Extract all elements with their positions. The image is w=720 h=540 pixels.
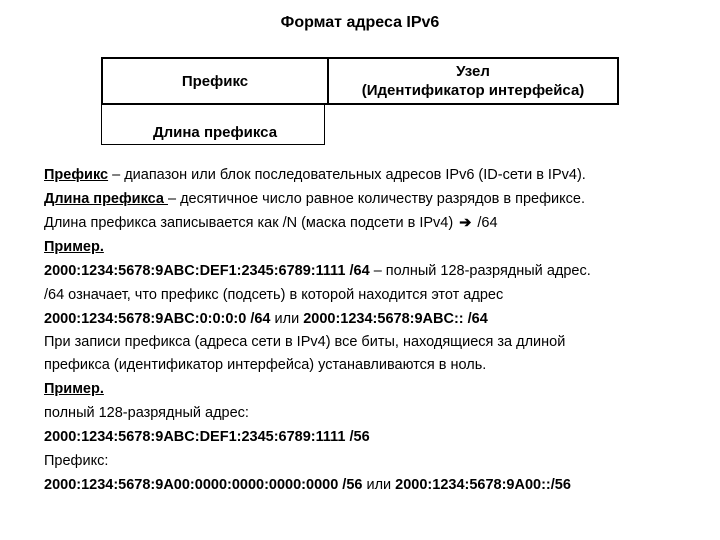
example2-caption: полный 128-разрядный адрес: <box>44 405 249 421</box>
example2-prefix-caption: Префикс: <box>44 453 109 469</box>
term-prefix: Префикс <box>44 167 109 183</box>
prefix-box-label: Префикс <box>181 72 249 90</box>
example2-prefix-line <box>44 473 704 497</box>
prefix-notation-line <box>44 211 704 235</box>
prefix-notation-value: /64 <box>477 215 498 231</box>
node-box-sublabel: (Идентификатор интерфейса) <box>361 82 585 99</box>
rule-text-1: При записи префикса (адреса сети в IPv4) все биты, находящиеся за длиной <box>44 334 566 350</box>
definition-prefix-text: – диапазон или блок последовательных адресов IPv6 (ID-сети в IPv4). <box>108 167 586 183</box>
example2-address-line <box>44 425 704 449</box>
node-box <box>327 57 619 105</box>
definition-prefix-length-text: – десятичное число равное количеству разрядов в префиксе. <box>168 191 585 207</box>
example2-prefix-short: 2000:1234:5678:9A00::/56 <box>395 477 571 493</box>
example-meaning-text: /64 означает, что префикс (подсеть) в которой находится этот адрес <box>44 287 504 303</box>
example-meaning-line <box>44 283 704 307</box>
example-prefix-line <box>44 307 704 331</box>
description-text <box>44 163 704 497</box>
example-full-address-line <box>44 259 704 283</box>
definition-prefix-length <box>44 187 704 211</box>
page-title: Формат адреса IPv6 <box>280 14 440 31</box>
example2-address: 2000:1234:5678:9ABC:DEF1:2345:6789:1111 /56 <box>44 429 370 445</box>
prefix-notation-text: Длина префикса записывается как /N (маска подсети в IPv4) <box>44 215 454 231</box>
example-full-address-note: – полный 128-разрядный адрес. <box>369 263 591 279</box>
term-prefix-length: Длина префикса <box>44 191 168 207</box>
definition-prefix <box>44 163 704 187</box>
or-word: или <box>362 477 396 493</box>
example-heading-2 <box>44 377 704 401</box>
example-full-address: 2000:1234:5678:9ABC:DEF1:2345:6789:1111 /64 <box>44 263 370 279</box>
example-prefix-full: 2000:1234:5678:9ABC:0:0:0:0 /64 <box>44 311 271 327</box>
rule-text-2: префикса (идентификатор интерфейса) устанавливаются в ноль. <box>44 357 487 373</box>
example-heading-1 <box>44 235 704 259</box>
example-label: Пример. <box>44 381 104 397</box>
prefix-box <box>101 57 329 105</box>
or-word: или <box>270 311 304 327</box>
example2-prefix-caption-line <box>44 449 704 473</box>
example2-prefix-full: 2000:1234:5678:9A00:0000:0000:0000:0000 /56 <box>44 477 363 493</box>
arrow-right-icon: ➔ <box>459 215 472 231</box>
rule-line-1 <box>44 331 704 353</box>
ipv6-address-diagram <box>0 0 720 160</box>
example-prefix-short: 2000:1234:5678:9ABC:: /64 <box>303 311 488 327</box>
example2-caption-line <box>44 401 704 425</box>
node-box-label: Узел <box>456 63 490 80</box>
rule-line-2 <box>44 353 704 377</box>
prefix-length-label: Длина префикса <box>152 124 278 141</box>
example-label: Пример. <box>44 239 104 255</box>
